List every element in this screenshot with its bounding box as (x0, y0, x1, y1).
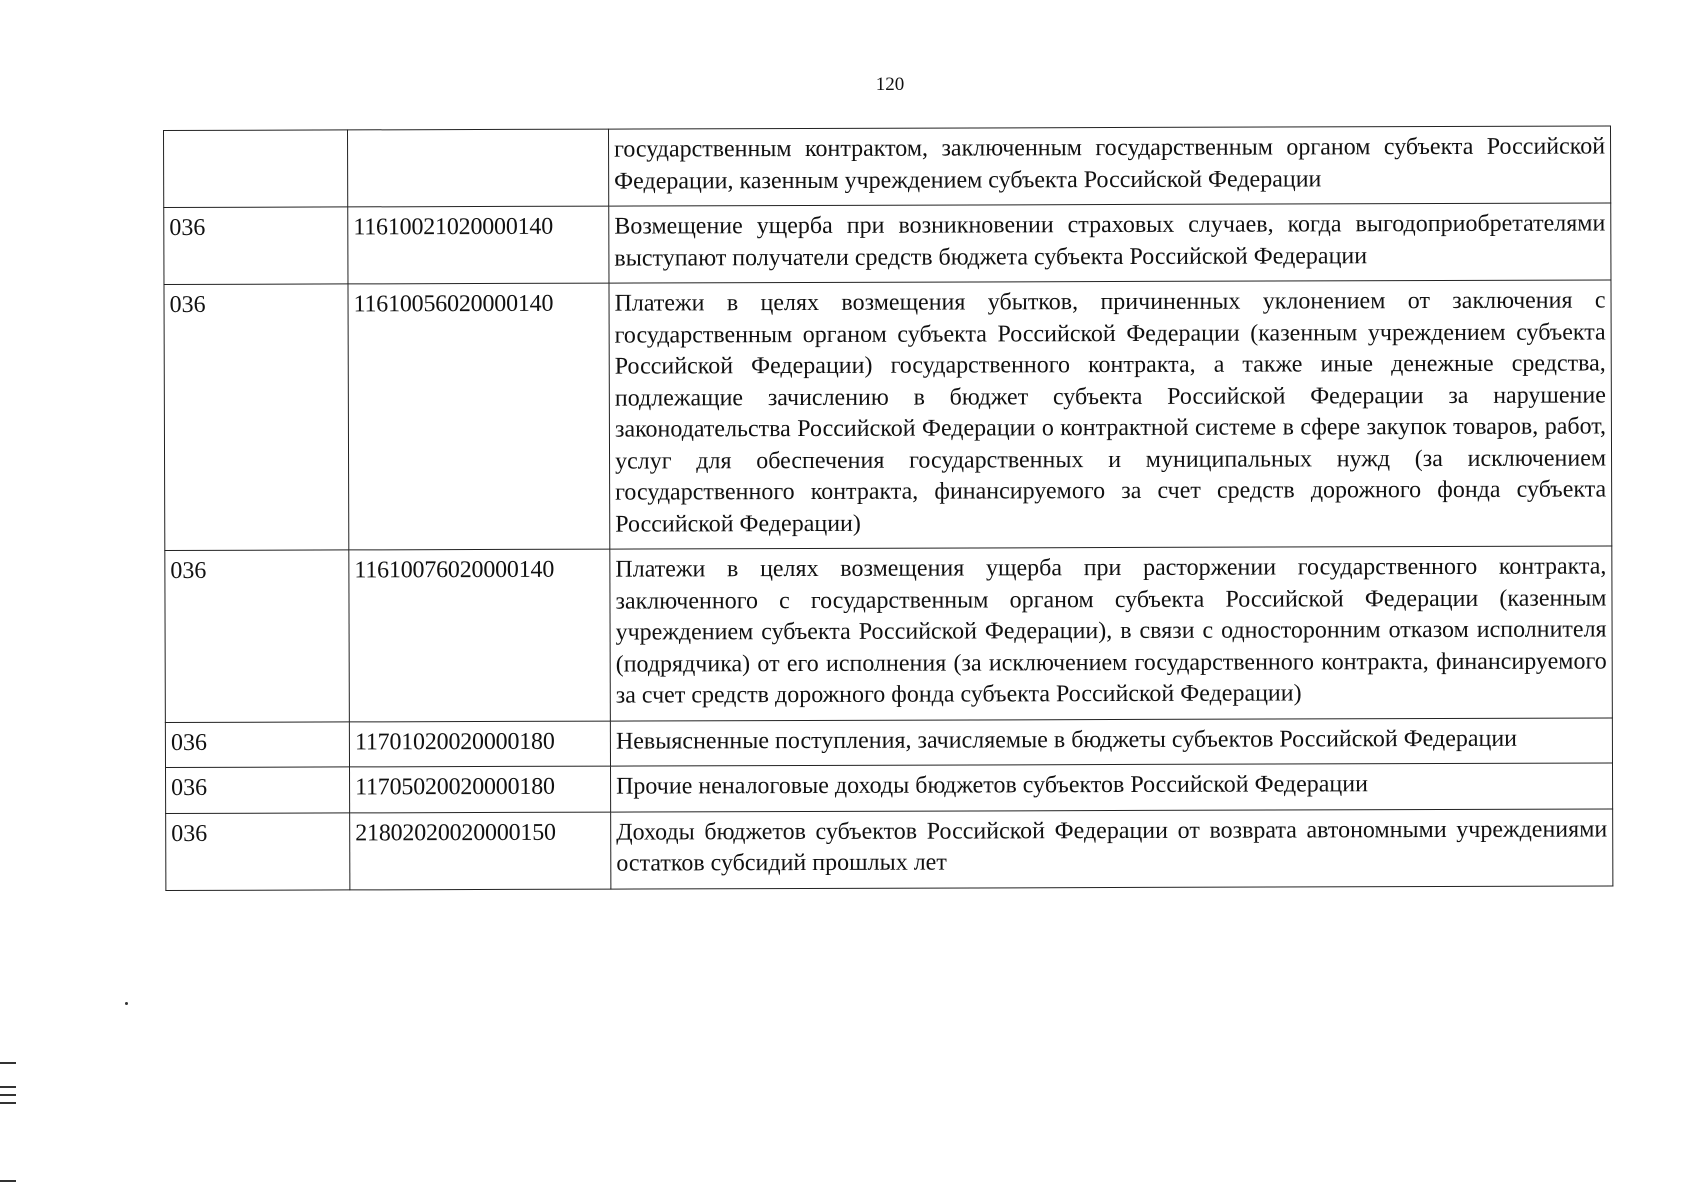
table-row (164, 203, 1611, 285)
revenue-name-cell: Прочие неналоговые доходы бюджетов субъектов Российской Федерации (611, 763, 1613, 812)
admin-code-cell: 036 (166, 767, 350, 813)
admin-code-cell (164, 130, 348, 208)
table-row (166, 808, 1613, 890)
table-row (165, 717, 1612, 767)
revenue-code-cell: 11610056020000140 (348, 283, 610, 550)
margin-mark (0, 1180, 16, 1182)
scan-speck (125, 1002, 128, 1005)
revenue-name-cell: Платежи в целях возмещения убытков, причиненных уклонением от заключения с государственным органом субъекта Российской Федерации (казенным учреждением субъекта Российской Федерации) государственного контракта, а также иные денежные средства, подлежащие зачислению в бюджет субъекта Российской Федерации за нарушение законодательства Российской Федерации о контрактной системе в сфере закупок товаров, работ, услуг для обеспечения государственных и муниципальных нужд (за исключением государственного контракта, финансируемого за счет средств дорожного фонда субъекта Российской Федерации) (609, 280, 1612, 549)
revenue-name-cell: государственным контрактом, заключенным государственным органом субъекта Российской Федерации, казенным учреждением субъекта Российской Федерации (608, 126, 1610, 206)
revenue-name-cell: Платежи в целях возмещения ущерба при расторжении государственного контракта, заключенного с государственным органом субъекта Российской Федерации (казенным учреждением субъекта Российской Федерации), в связи с односторонним отказом исполнителя (подрядчика) от его исполнения (за исключением государственного контракта, финансируемого за счет средств дорожного фонда субъекта Российской Федерации) (610, 546, 1613, 721)
admin-code-cell: 036 (164, 207, 348, 285)
revenue-code-cell: 21802020020000150 (350, 812, 611, 890)
revenue-code-cell (348, 129, 609, 207)
revenue-code-cell: 11610076020000140 (349, 549, 611, 721)
table-row (165, 546, 1613, 722)
page-number: 120 (875, 74, 905, 95)
revenue-code-cell: 11705020020000180 (350, 766, 611, 812)
revenue-name-cell: Возмещение ущерба при возникновении страховых случаев, когда выгодоприобретателями выступают получатели средств бюджета субъекта Российской Федерации (609, 203, 1611, 283)
revenue-codes-table (163, 125, 1613, 890)
admin-code-cell: 036 (164, 284, 349, 551)
revenue-code-cell: 11610021020000140 (348, 206, 609, 284)
admin-code-cell: 036 (165, 550, 350, 722)
table-row (164, 126, 1611, 208)
table-row (166, 763, 1613, 813)
margin-mark (0, 1086, 16, 1088)
table-row (164, 280, 1612, 551)
admin-code-cell: 036 (165, 721, 349, 767)
revenue-name-cell: Невыясненные поступления, зачисляемые в бюджеты субъектов Российской Федерации (610, 717, 1612, 766)
admin-code-cell: 036 (166, 812, 350, 890)
revenue-name-cell: Доходы бюджетов субъектов Российской Федерации от возврата автономными учреждениями остатков субсидий прошлых лет (611, 808, 1613, 888)
revenue-code-cell: 11701020020000180 (349, 721, 610, 767)
margin-mark (0, 1094, 16, 1096)
margin-mark (0, 1062, 16, 1064)
table-body (164, 126, 1613, 890)
margin-mark (0, 1102, 16, 1104)
